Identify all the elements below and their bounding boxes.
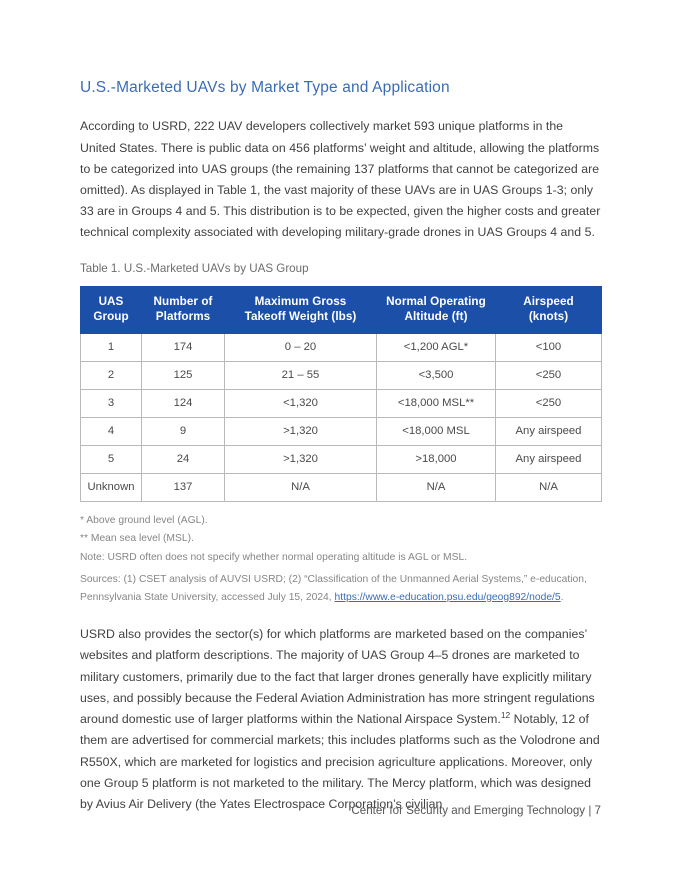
page-title: U.S.-Marketed UAVs by Market Type and Application <box>80 79 450 96</box>
cell-altitude: N/A <box>377 473 496 501</box>
cell-number-of-platforms: 125 <box>142 361 225 389</box>
cell-number-of-platforms: 24 <box>142 445 225 473</box>
table-body <box>81 333 602 501</box>
cell-altitude: <18,000 MSL <box>377 417 496 445</box>
column-header-max-gross-takeoff-weight <box>225 286 377 333</box>
table-header <box>81 286 602 333</box>
table-caption: Table 1. U.S.-Marketed UAVs by UAS Group <box>80 261 309 275</box>
cell-airspeed: <250 <box>496 389 602 417</box>
header-line-2: Group <box>93 310 129 324</box>
header-line-1: Normal Operating <box>386 294 486 308</box>
paragraph-text-part-2: Notably, 12 of them are advertised for commercial markets; this includes platforms such as the Volodrone and R550X, which are marketed for logistics and precision agriculture applications. Moreover, only one Group 5 platform is not marketed to the military. The Mercy platform, which was designed by Avius Air Delivery (the Yates Electrospace Corporation’s civilian <box>80 712 600 811</box>
header-line-1: Maximum Gross <box>254 294 347 308</box>
cell-airspeed: <250 <box>496 361 602 389</box>
cell-takeoff-weight: 21 – 55 <box>225 361 377 389</box>
column-header-normal-operating-altitude <box>377 286 496 333</box>
cell-altitude: >18,000 <box>377 445 496 473</box>
cell-number-of-platforms: 137 <box>142 473 225 501</box>
table-sources <box>80 571 601 606</box>
sources-suffix: . <box>560 591 564 603</box>
body-paragraph-2 <box>80 624 601 815</box>
table-row <box>81 333 602 361</box>
header-line-2: Platforms <box>155 310 211 324</box>
cell-number-of-platforms: 9 <box>142 417 225 445</box>
column-header-uas-group <box>81 286 142 333</box>
cell-takeoff-weight: <1,320 <box>225 389 377 417</box>
header-line-1: Airspeed <box>523 294 574 308</box>
cell-takeoff-weight: N/A <box>225 473 377 501</box>
cell-number-of-platforms: 124 <box>142 389 225 417</box>
page-footer: Center for Security and Emerging Technology | 7 <box>351 804 601 817</box>
cell-altitude: <3,500 <box>377 361 496 389</box>
footnote-reference[interactable]: 12 <box>500 710 511 720</box>
cell-number-of-platforms: 174 <box>142 333 225 361</box>
cell-airspeed: Any airspeed <box>496 445 602 473</box>
header-line-2: Altitude (ft) <box>404 310 468 324</box>
table-notes <box>80 512 601 607</box>
table-note: Note: USRD often does not specify whether normal operating altitude is AGL or MSL. <box>80 551 468 563</box>
table-row <box>81 417 602 445</box>
cell-airspeed: Any airspeed <box>496 417 602 445</box>
cell-altitude: <18,000 MSL** <box>377 389 496 417</box>
uas-group-table <box>80 286 602 502</box>
header-line-2: (knots) <box>528 310 569 324</box>
column-header-number-of-platforms <box>142 286 225 333</box>
cell-takeoff-weight: 0 – 20 <box>225 333 377 361</box>
spacer <box>80 606 601 624</box>
cell-uas-group: 3 <box>81 389 142 417</box>
cell-altitude: <1,200 AGL* <box>377 333 496 361</box>
cell-uas-group: 4 <box>81 417 142 445</box>
footnote-msl: ** Mean sea level (MSL). <box>80 533 194 545</box>
footnote-agl: * Above ground level (AGL). <box>80 514 208 526</box>
cell-airspeed: <100 <box>496 333 602 361</box>
cell-uas-group: 1 <box>81 333 142 361</box>
cell-takeoff-weight: >1,320 <box>225 417 377 445</box>
table-row <box>81 389 602 417</box>
source-link[interactable]: https://www.e-education.psu.edu/geog892/node/5 <box>334 591 561 603</box>
paragraph-text-part-1: USRD also provides the sector(s) for which platforms are marketed based on the companies’ websites and platform descriptions. The majority of UAS Group 4–5 drones are marketed to military customers, primarily due to the fact that larger drones generally have explicitly military uses, and possibly because the Federal Aviation Administration has more stringent regulations around domestic use of larger platforms within the National Airspace System. <box>80 627 595 727</box>
table-row <box>81 445 602 473</box>
table-row <box>81 473 602 501</box>
sources-text: Sources: (1) CSET analysis of AUVSI USRD; (2) “Classification of the Unmanned Aerial Systems,” e-education, Pennsylvania State University, accessed July 15, 2024, <box>80 574 587 603</box>
table-row <box>81 361 602 389</box>
intro-paragraph: According to USRD, 222 UAV developers collectively market 593 unique platforms in the United States. There is public data on 456 platforms’ weight and altitude, allowing the platforms to be categorized into UAS groups (the remaining 137 platforms that cannot be categorized are omitted). As displayed in Table 1, the vast majority of these UAVs are in UAS Groups 1-3; only 33 are in Groups 4 and 5. This distribution is to be expected, given the higher costs and greater technical complexity associated with developing military-grade drones in UAS Groups 4 and 5. <box>80 119 601 240</box>
header-line-2: Takeoff Weight (lbs) <box>244 310 357 324</box>
cell-takeoff-weight: >1,320 <box>225 445 377 473</box>
cell-airspeed: N/A <box>496 473 602 501</box>
header-line-1: UAS <box>98 294 124 308</box>
cell-uas-group: Unknown <box>81 473 142 501</box>
table-header-row <box>81 286 602 333</box>
cell-uas-group: 2 <box>81 361 142 389</box>
page-content <box>80 78 601 815</box>
header-line-1: Number of <box>153 294 213 308</box>
column-header-airspeed <box>496 286 602 333</box>
cell-uas-group: 5 <box>81 445 142 473</box>
